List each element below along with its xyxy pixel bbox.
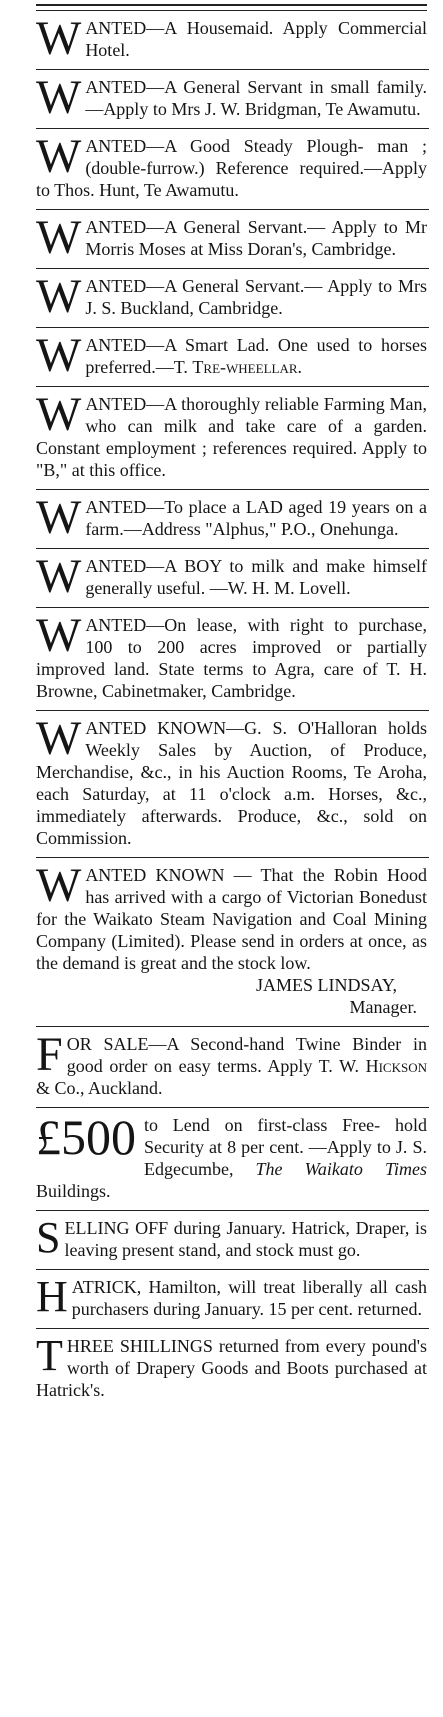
ad-signature: Tre-wheellar. <box>192 357 303 377</box>
ad-body: purchase, 100 to 200 acres improved or partially improved land. State terms to Agra, care of T. H. Browne, Cabinetmaker, Cambridge. <box>36 615 427 701</box>
drop-cap: W <box>36 609 82 662</box>
ad-lead: ANTED—To place a LAD aged <box>85 497 323 517</box>
ad-body: Robin Hood has arrived with a cargo of Victorian Bonedust for the Waikato Steam Navigation and Coal Mining Company (Limited). Please send in orders at once, as the demand is great and the stock low. <box>36 865 428 973</box>
ad-tail: & Co., Auckland. <box>36 1078 163 1098</box>
ad-general-servant-bridgman <box>36 70 431 126</box>
top-rule <box>36 4 427 11</box>
ad-smart-lad <box>36 328 431 384</box>
ad-lead: ANTED KNOWN — That the <box>85 865 325 885</box>
ad-lead: ANTED—A BOY to milk and <box>85 556 319 576</box>
ad-body: Farming Man, who can milk and take care of a garden. Constant employment ; references required. Apply to "B," at this office. <box>36 394 427 480</box>
drop-cap: W <box>36 491 82 544</box>
ad-signature: JAMES LINDSAY, <box>255 975 397 995</box>
ad-body: every pound's worth of Drapery Goods and Boots purchased at Hatrick's. <box>36 1336 427 1400</box>
drop-cap: F <box>36 1028 63 1081</box>
ad-lead: HREE SHILLINGS returned from <box>66 1336 320 1356</box>
ad-housemaid <box>36 11 431 67</box>
ad-body: Commercial Hotel. <box>85 18 427 60</box>
ad-auction-sales <box>36 711 431 855</box>
ad-boy-to-milk <box>36 549 431 605</box>
ad-body: man ; (double-furrow.) Reference required.—Apply to Thos. Hunt, Te Awamutu. <box>36 136 427 200</box>
ad-lead: ANTED KNOWN—G. S. <box>85 718 288 738</box>
ad-for-sale <box>36 1027 431 1105</box>
ad-lead: ANTED—A General Servant in <box>85 77 324 97</box>
ad-company: Hickson <box>365 1056 427 1076</box>
ad-general-servant-moses <box>36 210 431 266</box>
ad-ploughman <box>36 129 431 207</box>
ad-three-shillings <box>36 1329 431 1407</box>
ad-tail: Buildings. <box>36 1181 111 1201</box>
ad-body: 19 years on a farm.—Address "Alphus," P.O., Onehunga. <box>85 497 428 539</box>
ad-farming-man <box>36 387 431 487</box>
drop-cap: W <box>36 211 82 264</box>
ad-lead: ANTED—A Good Steady Plough- <box>85 136 364 156</box>
ad-body: Apply to Mr Morris Moses at Miss Doran's, Cambridge. <box>85 217 428 259</box>
drop-cap: W <box>36 712 82 765</box>
drop-cap: W <box>36 130 82 183</box>
ad-newspaper: The Waikato Times <box>255 1159 427 1179</box>
ad-lead: ANTED—On lease, with right to <box>85 615 349 635</box>
ad-body: to horses preferred.—T. <box>85 335 427 377</box>
ad-body: small family.—Apply to Mrs J. W. Bridgman, Te Awamutu. <box>85 77 427 119</box>
ad-place-lad <box>36 490 431 546</box>
ad-body: Apply to Mrs J. S. Buckland, Cambridge. <box>85 276 427 318</box>
ad-lead: ELLING OFF during January. <box>64 1218 286 1238</box>
ad-lead: ANTED—A Smart Lad. One used <box>85 335 350 355</box>
drop-cap: H <box>36 1272 68 1321</box>
ad-body: Hatrick, Draper, is leaving present stand, and stock must go. <box>64 1218 428 1260</box>
ad-lead: to Lend on first-class Free- <box>144 1115 381 1135</box>
ad-loan <box>36 1108 431 1208</box>
ad-lead: ANTED—A General Servant.— <box>85 276 323 296</box>
drop-cap: W <box>36 270 82 323</box>
ad-body: make himself generally useful. —W. H. M. Lovell. <box>85 556 427 598</box>
ad-body: hold Security at 8 per cent. —Apply to J. S. Edgecumbe, <box>144 1115 427 1179</box>
drop-cap: W <box>36 859 82 912</box>
drop-cap: W <box>36 329 82 382</box>
ad-robin-hood <box>36 858 431 1024</box>
ad-hatrick <box>36 1270 431 1326</box>
ad-selling-off <box>36 1211 431 1267</box>
ad-body: O'Halloran holds Weekly Sales by Auction, of Produce, Merchandise, &c., in his Auction Rooms, Te Aroha, each Saturday, at 11 o'clock a.m. Horses, &c., immediately afterwards. Produce, &c., sold on Commission. <box>36 718 427 848</box>
ad-lead: OR SALE—A Second-hand Twine <box>66 1034 341 1054</box>
ad-body: Binder in good order on easy terms. Apply T. W. <box>66 1034 427 1076</box>
drop-cap: W <box>36 550 82 603</box>
ad-lead: ANTED—A General Servant.— <box>85 217 326 237</box>
ad-signature-title: Manager. <box>349 997 417 1017</box>
ad-lead: ANTED—A thoroughly reliable <box>85 394 319 414</box>
ad-lead: ANTED—A Housemaid. Apply <box>85 18 328 38</box>
advertisement-column <box>0 4 443 1717</box>
ad-general-servant-buckland <box>36 269 431 325</box>
ad-body: liberally all cash purchasers during January. 15 per cent. returned. <box>71 1277 428 1319</box>
drop-cap: T <box>36 1331 63 1380</box>
ad-lease-land <box>36 608 431 708</box>
ad-lead: ATRICK, Hamilton, will treat <box>71 1277 296 1297</box>
drop-cap: W <box>36 388 82 441</box>
drop-cap: W <box>36 71 82 124</box>
drop-cap: S <box>36 1213 61 1262</box>
loan-amount: £500 <box>36 1109 136 1165</box>
drop-cap: W <box>36 12 82 65</box>
